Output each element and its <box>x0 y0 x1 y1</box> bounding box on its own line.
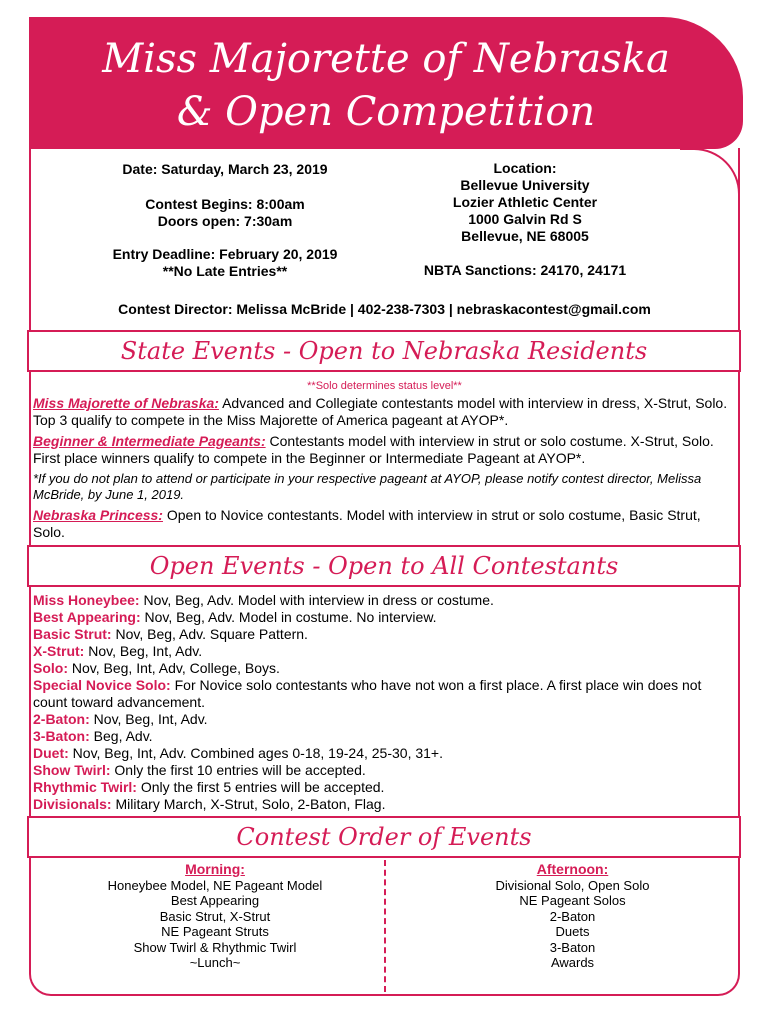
event-text: Nov, Beg, Int, Adv. <box>84 643 203 659</box>
open-event-item <box>33 677 733 711</box>
event-label: 2-Baton: <box>33 711 90 727</box>
open-event-item <box>33 745 733 762</box>
afternoon-title: Afternoon: <box>536 861 609 877</box>
event-label: Basic Strut: <box>33 626 112 642</box>
location-line4: Bellevue, NE 68005 <box>461 228 589 244</box>
event-text: Nov, Beg, Adv. Square Pattern. <box>111 626 308 642</box>
nbta-sanctions: NBTA Sanctions: 24170, 24171 <box>423 262 627 278</box>
miss-majorette-text: Advanced and Collegiate contestants model with interview in dress, X-Strut, Solo. Top 3 qualify to compete in the Miss Majorette of America pageant at AYOP*. <box>33 395 728 428</box>
open-event-item <box>33 660 733 677</box>
event-text: For Novice solo contestants who have not won a first place. A first place win does not count toward advancement. <box>33 677 702 710</box>
open-event-item <box>33 626 733 643</box>
location-line1: Bellevue University <box>460 177 590 193</box>
event-text: Nov, Beg, Int, Adv. Combined ages 0-18, 19-24, 25-30, 31+. <box>68 745 443 761</box>
contest-begins: Contest Begins: 8:00am <box>145 196 305 212</box>
event-label: X-Strut: <box>33 643 85 659</box>
event-text: Nov, Beg, Adv. Model with interview in dress or costume. <box>139 592 494 608</box>
ayop-note: *If you do not plan to attend or participate in your respective pageant at AYOP, please notify contest director, Melissa McBride, by June 1, 2019. <box>33 471 702 502</box>
page-title-line1: Miss Majorette of Nebraska <box>102 36 670 82</box>
open-events-list <box>33 592 733 813</box>
event-label: 3-Baton: <box>33 728 90 744</box>
morning-column <box>80 862 350 971</box>
event-text: Nov, Beg, Int, Adv, College, Boys. <box>68 660 280 676</box>
open-event-item <box>33 779 733 796</box>
afternoon-item: 2-Baton <box>549 908 596 924</box>
column-divider <box>384 860 386 992</box>
event-label: Duet: <box>33 745 69 761</box>
morning-item: Show Twirl & Rhythmic Twirl <box>133 939 297 955</box>
open-event-item <box>33 762 733 779</box>
open-event-item <box>33 609 733 626</box>
location-line3: 1000 Galvin Rd S <box>468 211 582 227</box>
open-events-title: Open Events - Open to All Contestants <box>149 552 619 580</box>
morning-item: Honeybee Model, NE Pageant Model <box>107 877 323 893</box>
event-label: Best Appearing: <box>33 609 141 625</box>
morning-item: NE Pageant Struts <box>161 924 269 939</box>
location-label: Location: <box>493 160 557 176</box>
no-late-entries: **No Late Entries** <box>162 263 288 279</box>
open-event-item <box>33 711 733 728</box>
event-text: Only the first 5 entries will be accepted. <box>136 779 385 795</box>
pageants-paragraph <box>33 433 733 467</box>
morning-item: ~Lunch~ <box>189 955 241 970</box>
pageants-label: Beginner & Intermediate Pageants: <box>33 433 266 449</box>
contest-director: Contest Director: Melissa McBride | 402-238-7303 | nebraskacontest@gmail.com <box>118 301 651 317</box>
open-event-item <box>33 728 733 745</box>
afternoon-item: Duets <box>555 924 590 939</box>
event-text: Beg, Adv. <box>89 728 153 744</box>
event-date: Date: Saturday, March 23, 2019 <box>122 161 328 177</box>
location-line2: Lozier Athletic Center <box>452 194 598 210</box>
pageants-text: Contestants model with interview in strut or solo costume. X-Strut, Solo. First place winners qualify to compete in the Beginner or Intermediate Pageant at AYOP*. <box>33 433 714 466</box>
afternoon-item: Divisional Solo, Open Solo <box>495 877 650 893</box>
event-label: Divisionals: <box>33 796 112 812</box>
open-event-item <box>33 643 733 660</box>
event-text: Military March, X-Strut, Solo, 2-Baton, Flag. <box>111 796 386 812</box>
morning-title: Morning: <box>185 861 245 877</box>
state-events-title: State Events - Open to Nebraska Residents <box>120 337 648 365</box>
morning-item: Best Appearing <box>170 893 260 908</box>
solo-status-note: **Solo determines status level** <box>307 380 462 392</box>
miss-majorette-paragraph <box>33 395 733 429</box>
doors-open: Doors open: 7:30am <box>157 213 293 229</box>
open-event-item <box>33 592 733 609</box>
princess-paragraph <box>33 507 733 541</box>
page-title-line2: & Open Competition <box>176 89 596 135</box>
morning-item: Basic Strut, X-Strut <box>159 908 271 924</box>
event-label: Solo: <box>33 660 68 676</box>
miss-majorette-label: Miss Majorette of Nebraska: <box>33 395 219 411</box>
event-text: Nov, Beg, Adv. Model in costume. No interview. <box>140 609 437 625</box>
event-label: Show Twirl: <box>33 762 111 778</box>
princess-text: Open to Novice contestants. Model with interview in strut or solo costume, Basic Strut, Solo. <box>33 507 701 540</box>
event-label: Special Novice Solo: <box>33 677 171 693</box>
princess-label: Nebraska Princess: <box>33 507 163 523</box>
afternoon-item: Awards <box>550 955 595 970</box>
afternoon-item: 3-Baton <box>549 939 596 955</box>
entry-deadline: Entry Deadline: February 20, 2019 <box>112 246 338 262</box>
open-event-item <box>33 796 733 813</box>
event-label: Miss Honeybee: <box>33 592 140 608</box>
contest-order-title: Contest Order of Events <box>236 823 532 851</box>
afternoon-item: NE Pageant Solos <box>519 893 626 908</box>
afternoon-column <box>440 862 705 971</box>
event-text: Only the first 10 entries will be accepted. <box>110 762 366 778</box>
event-label: Rhythmic Twirl: <box>33 779 137 795</box>
event-text: Nov, Beg, Int, Adv. <box>89 711 208 727</box>
